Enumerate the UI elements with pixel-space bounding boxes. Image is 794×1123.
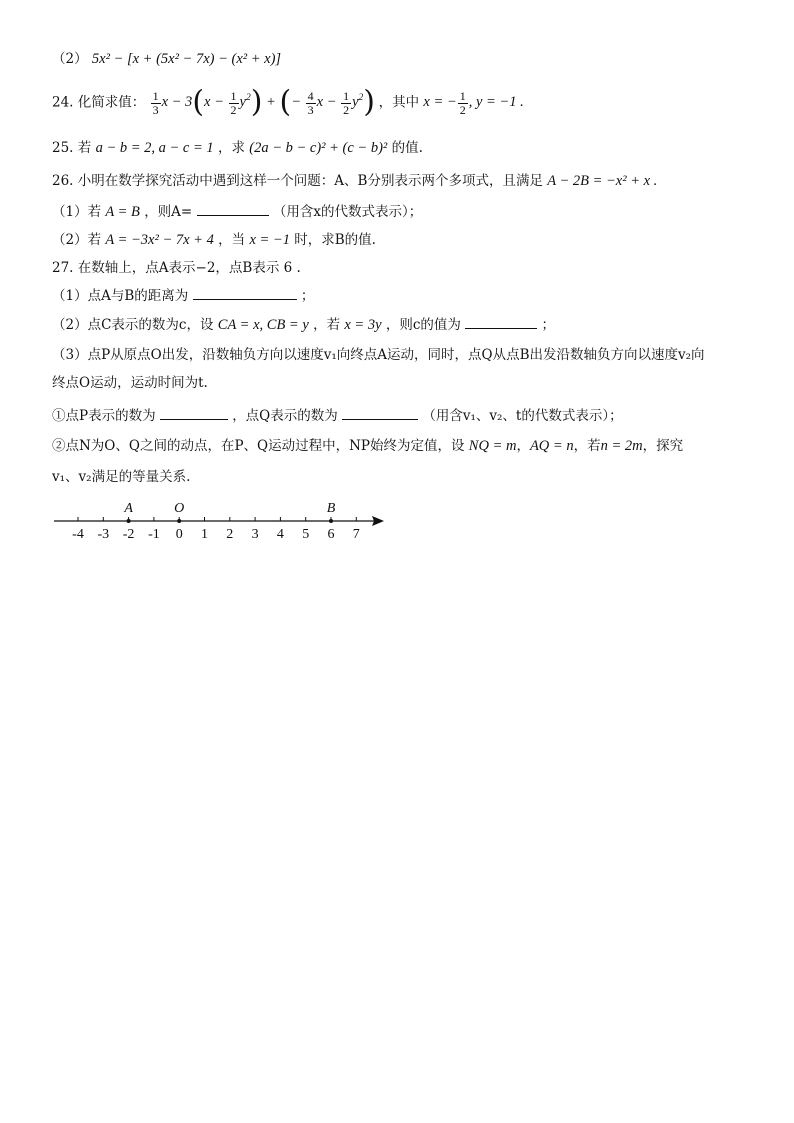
- answer-blank[interactable]: [160, 406, 228, 420]
- q26-part2-mid: ，当: [218, 232, 246, 248]
- q25-given: a − b = 2, a − c = 1: [95, 140, 214, 156]
- number-line-tick-label: -4: [72, 527, 84, 542]
- answer-blank[interactable]: [342, 406, 418, 420]
- q26-part2-tail: 时，求B的值.: [294, 232, 376, 248]
- answer-blank[interactable]: [465, 315, 537, 329]
- q26-part1-lead: （1）若: [52, 204, 102, 220]
- number-line-point-label: O: [174, 501, 185, 516]
- number-line-point-label: B: [326, 501, 336, 516]
- q27-part2-tail: ，则c的值为: [385, 317, 461, 333]
- q27-part2: [52, 315, 555, 334]
- q27-part3-line2: 终点O运动，运动时间为t.: [52, 375, 208, 391]
- q27-part2-condition: x = 3y: [344, 317, 382, 333]
- q27-number: 27.: [52, 260, 74, 276]
- q26-part2: [52, 231, 376, 249]
- q27-part1: [52, 286, 314, 305]
- q24-lead: 化简求值：: [77, 94, 146, 111]
- q27-text: 在数轴上，点A表示−2，点B表示 6 .: [77, 260, 301, 276]
- q26-part1-tail: （用含x的代数式表示）；: [272, 204, 423, 220]
- answer-blank[interactable]: [197, 202, 269, 216]
- q26-part1-mid: ，则A=: [144, 204, 193, 220]
- q25-number: 25.: [52, 140, 74, 156]
- q27-sub1-lead: ①点P表示的数为: [52, 408, 156, 424]
- q23-part2-expression: 5x² − [x + (5x² − 7x) − (x² + x)]: [91, 51, 282, 67]
- q27-part2-mid: ，若: [313, 317, 341, 333]
- q27-part2-lead: （2）点C表示的数为c，设: [52, 317, 214, 333]
- q27-sub2-mid: ，若: [573, 438, 601, 454]
- q27-sub2-tail: ，探究: [642, 438, 684, 454]
- number-line-tick-label: 1: [201, 527, 208, 542]
- q27-part1-text: （1）点A与B的距离为: [52, 288, 189, 304]
- q27-sub2: [52, 437, 683, 455]
- q26-text: 小明在数学探究活动中遇到这样一个问题：A、B分别表示两个多项式，且满足: [77, 173, 543, 189]
- q26-part2-condition: x = −1: [249, 232, 290, 248]
- number-line-tick-label: -1: [148, 527, 160, 542]
- number-line-point: [329, 519, 333, 523]
- q24-expression: $\frac{1}{3}$ x − 3(x − $\frac{1}{2}$ $y^2$) + (− $\frac{4}{3}$ x − $\frac{1}{2}$ $y^2$): [152, 85, 375, 120]
- answer-blank[interactable]: [193, 286, 297, 300]
- q26-expression: A − 2B = −x² + x .: [547, 173, 658, 189]
- q24-number: 24.: [52, 94, 74, 111]
- number-line-tick-label: -3: [97, 527, 110, 542]
- q27-part3-line1: （3）点P从原点O出发，沿数轴负方向以速度v₁向终点A运动，同时，点Q从点B出发沿数轴负方向以速度v₂向: [52, 347, 705, 363]
- number-line: [50, 495, 395, 545]
- q24-tail: ，其中: [378, 94, 420, 111]
- q23-part2-number: （2）: [52, 51, 88, 67]
- q25-target: (2a − b − c)² + (c − b)²: [249, 140, 388, 156]
- q24-condition: x = − $\frac{1}{2}$ , y = −1 .: [423, 88, 524, 117]
- number-line-tick-label: 2: [226, 527, 234, 542]
- number-line-tick-label: 4: [276, 527, 284, 542]
- q27-part1-end: ；: [300, 288, 315, 304]
- q25-lead: 若: [77, 140, 92, 156]
- q27-sub2-expression: NQ = m: [468, 438, 517, 454]
- q26-number: 26.: [52, 173, 74, 189]
- number-line-point: [127, 519, 131, 523]
- number-line-tick-label: 6: [327, 527, 335, 542]
- number-line-tick-label: 5: [302, 527, 310, 542]
- q27-part2-expression: CA = x, CB = y: [217, 317, 309, 333]
- q27-part2-end: ；: [541, 317, 555, 333]
- q24: [52, 85, 524, 120]
- number-line-tick-label: 3: [251, 527, 259, 542]
- q27-sub2-lead: ②点N为O、Q之间的动点，在P、Q运动过程中，NP始终为定值，设: [52, 438, 465, 454]
- q26-part2-expression: A = −3x² − 7x + 4: [105, 232, 214, 248]
- q25-mid: ，求: [217, 140, 245, 156]
- number-line-tick-label: 7: [352, 527, 360, 542]
- q26: [52, 172, 657, 190]
- number-line-tick-label: 0: [175, 527, 183, 542]
- q27-sub1-tail: （用含v₁、v₂、t的代数式表示）；: [422, 408, 623, 424]
- q26-part1-expression: A = B: [105, 204, 140, 220]
- q25: [52, 139, 423, 157]
- number-line-tick-label: -2: [122, 527, 135, 542]
- q27-sub1: [52, 406, 623, 425]
- number-line-point-label: A: [124, 501, 133, 516]
- q26-part2-lead: （2）若: [52, 232, 102, 248]
- q27-sub2-condition: n = 2m: [600, 438, 643, 454]
- number-line-point: [177, 519, 181, 523]
- q26-part1: [52, 202, 422, 221]
- q27-sub2-sep: ，: [516, 438, 530, 454]
- q25-tail: 的值.: [391, 140, 423, 156]
- q27: [52, 259, 301, 277]
- q27-sub2-line2: v₁、v₂满足的等量关系.: [52, 469, 191, 485]
- q27-sub1-mid: ，点Q表示的数为: [232, 408, 338, 424]
- q23-part2: [52, 50, 281, 68]
- q27-sub2-expression2: AQ = n: [529, 438, 574, 454]
